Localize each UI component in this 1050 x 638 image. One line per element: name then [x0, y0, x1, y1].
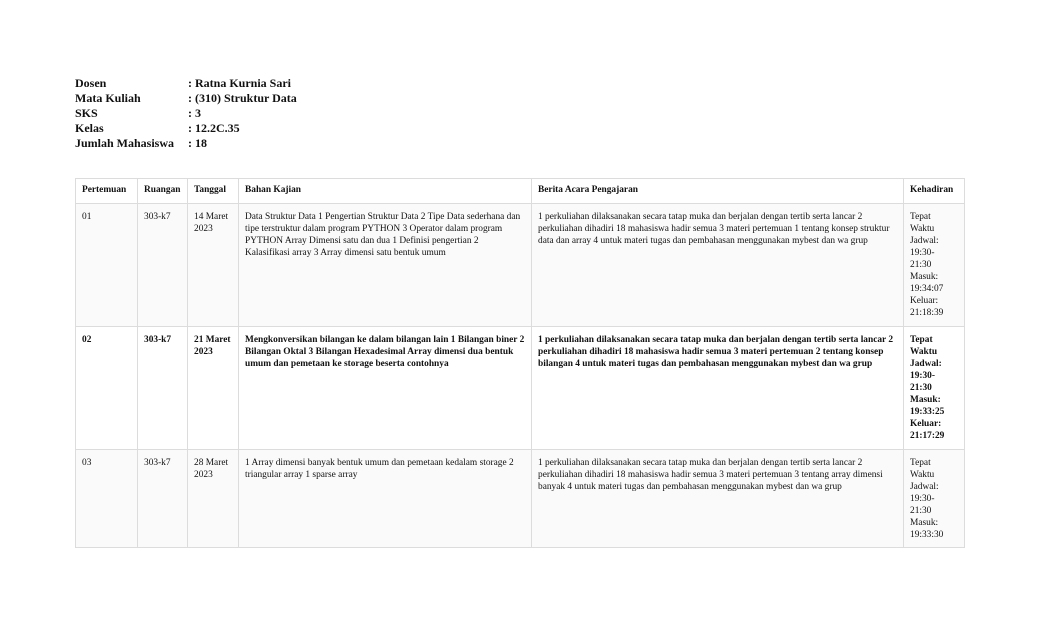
- kehadiran-line: Tepat: [910, 458, 931, 468]
- kehadiran-line: 19:33:30: [910, 530, 944, 540]
- cell-tanggal: 21 Maret 2023: [188, 327, 239, 450]
- kehadiran-line: 21:18:39: [910, 308, 944, 318]
- kehadiran-line: 19:30-: [910, 371, 935, 381]
- cell-berita-acara: 1 perkuliahan dilaksanakan secara tatap muka dan berjalan dengan tertib serta lancar 2 perkuliahan dihadiri 18 mahasiswa hadir semua 3 materi pertemuan 3 tentang array dimensi banyak 4 untuk materi tugas dan pembahasan menggunakan mybest dan wa grup: [532, 450, 904, 548]
- cell-ruangan: 303-k7: [138, 450, 188, 548]
- kehadiran-line: Masuk:: [910, 518, 939, 528]
- kehadiran-line: Jadwal:: [910, 482, 939, 492]
- info-label: Kelas: [75, 121, 104, 135]
- header-pertemuan: Pertemuan: [76, 179, 138, 204]
- info-row-kelas: [75, 121, 297, 136]
- kehadiran-line: Masuk:: [910, 395, 941, 405]
- kehadiran-line: 21:30: [910, 506, 932, 516]
- info-label: SKS: [75, 106, 98, 120]
- kehadiran-line: Tepat: [910, 335, 933, 345]
- table-row: [76, 450, 965, 548]
- header-tanggal: Tanggal: [188, 179, 239, 204]
- table-header-row: [76, 179, 965, 204]
- info-row-mata-kuliah: [75, 91, 297, 106]
- info-value: : 3: [188, 106, 201, 120]
- attendance-table: [75, 178, 965, 548]
- info-row-sks: [75, 106, 297, 121]
- cell-bahan-kajian: Mengkonversikan bilangan ke dalam bilangan lain 1 Bilangan biner 2 Bilangan Oktal 3 Bilangan Hexadesimal Array dimensi dua bentuk umum dan pemetaan ke storage beserta contohnya: [239, 327, 532, 450]
- info-value: : 12.2C.35: [188, 121, 240, 135]
- kehadiran-line: Jadwal:: [910, 236, 939, 246]
- cell-berita-acara: 1 perkuliahan dilaksanakan secara tatap muka dan berjalan dengan tertib serta lancar 2 perkuliahan dihadiri 18 mahasiswa hadir semua 3 materi pertemuan 1 tentang konsep struktur data dan array 4 untuk materi tugas dan pembahasan menggunakan mybest dan wa grup: [532, 204, 904, 327]
- info-value: : Ratna Kurnia Sari: [188, 76, 292, 90]
- kehadiran-line: Keluar:: [910, 419, 942, 429]
- cell-kehadiran: [904, 327, 965, 450]
- table-row: [76, 204, 965, 327]
- header-berita-acara: Berita Acara Pengajaran: [532, 179, 904, 204]
- kehadiran-line: 19:33:25: [910, 407, 945, 417]
- kehadiran-line: 19:30-: [910, 494, 935, 504]
- cell-bahan-kajian: 1 Array dimensi banyak bentuk umum dan pemetaan kedalam storage 2 triangular array 1 sparse array: [239, 450, 532, 548]
- cell-ruangan: 303-k7: [138, 204, 188, 327]
- cell-bahan-kajian: Data Struktur Data 1 Pengertian Struktur Data 2 Tipe Data sederhana dan tipe terstruktur dalam program PYTHON 3 Operator dalam program PYTHON Array Dimensi satu dan dua 1 Definisi pengertian 2 Kalasifikasi array 3 Array dimensi satu bentuk umum: [239, 204, 532, 327]
- table-row: [76, 327, 965, 450]
- cell-pertemuan: 01: [76, 204, 138, 327]
- kehadiran-line: Jadwal:: [910, 359, 942, 369]
- info-label: Mata Kuliah: [75, 91, 141, 105]
- kehadiran-line: 19:30-: [910, 248, 935, 258]
- cell-tanggal: 14 Maret 2023: [188, 204, 239, 327]
- kehadiran-line: 21:30: [910, 383, 932, 393]
- kehadiran-line: 21:30: [910, 260, 932, 270]
- kehadiran-line: Waktu: [910, 347, 938, 357]
- info-row-dosen: [75, 76, 297, 91]
- kehadiran-line: Waktu: [910, 470, 935, 480]
- kehadiran-line: Masuk:: [910, 272, 939, 282]
- cell-berita-acara: 1 perkuliahan dilaksanakan secara tatap muka dan berjalan dengan tertib serta lancar 2 perkuliahan dihadiri 18 mahasiswa hadir semua 3 materi pertemuan 2 tentang konsep bilangan 4 untuk materi tugas dan pembahasan menggunakan mybest dan wa grup: [532, 327, 904, 450]
- cell-pertemuan: 03: [76, 450, 138, 548]
- cell-pertemuan: 02: [76, 327, 138, 450]
- info-value: : (310) Struktur Data: [188, 91, 297, 105]
- header-bahan-kajian: Bahan Kajian: [239, 179, 532, 204]
- kehadiran-line: Keluar:: [910, 296, 939, 306]
- info-label: Jumlah Mahasiswa: [75, 136, 175, 150]
- course-info: [75, 76, 297, 151]
- cell-kehadiran: [904, 204, 965, 327]
- info-value: : 18: [188, 136, 207, 150]
- kehadiran-line: 21:17:29: [910, 431, 945, 441]
- cell-kehadiran: [904, 450, 965, 548]
- kehadiran-line: Tepat: [910, 212, 931, 222]
- kehadiran-line: 19:34:07: [910, 284, 944, 294]
- info-row-jumlah-mahasiswa: [75, 136, 297, 151]
- info-label: Dosen: [75, 76, 107, 90]
- header-kehadiran: Kehadiran: [904, 179, 965, 204]
- cell-tanggal: 28 Maret 2023: [188, 450, 239, 548]
- header-ruangan: Ruangan: [138, 179, 188, 204]
- cell-ruangan: 303-k7: [138, 327, 188, 450]
- kehadiran-line: Waktu: [910, 224, 935, 234]
